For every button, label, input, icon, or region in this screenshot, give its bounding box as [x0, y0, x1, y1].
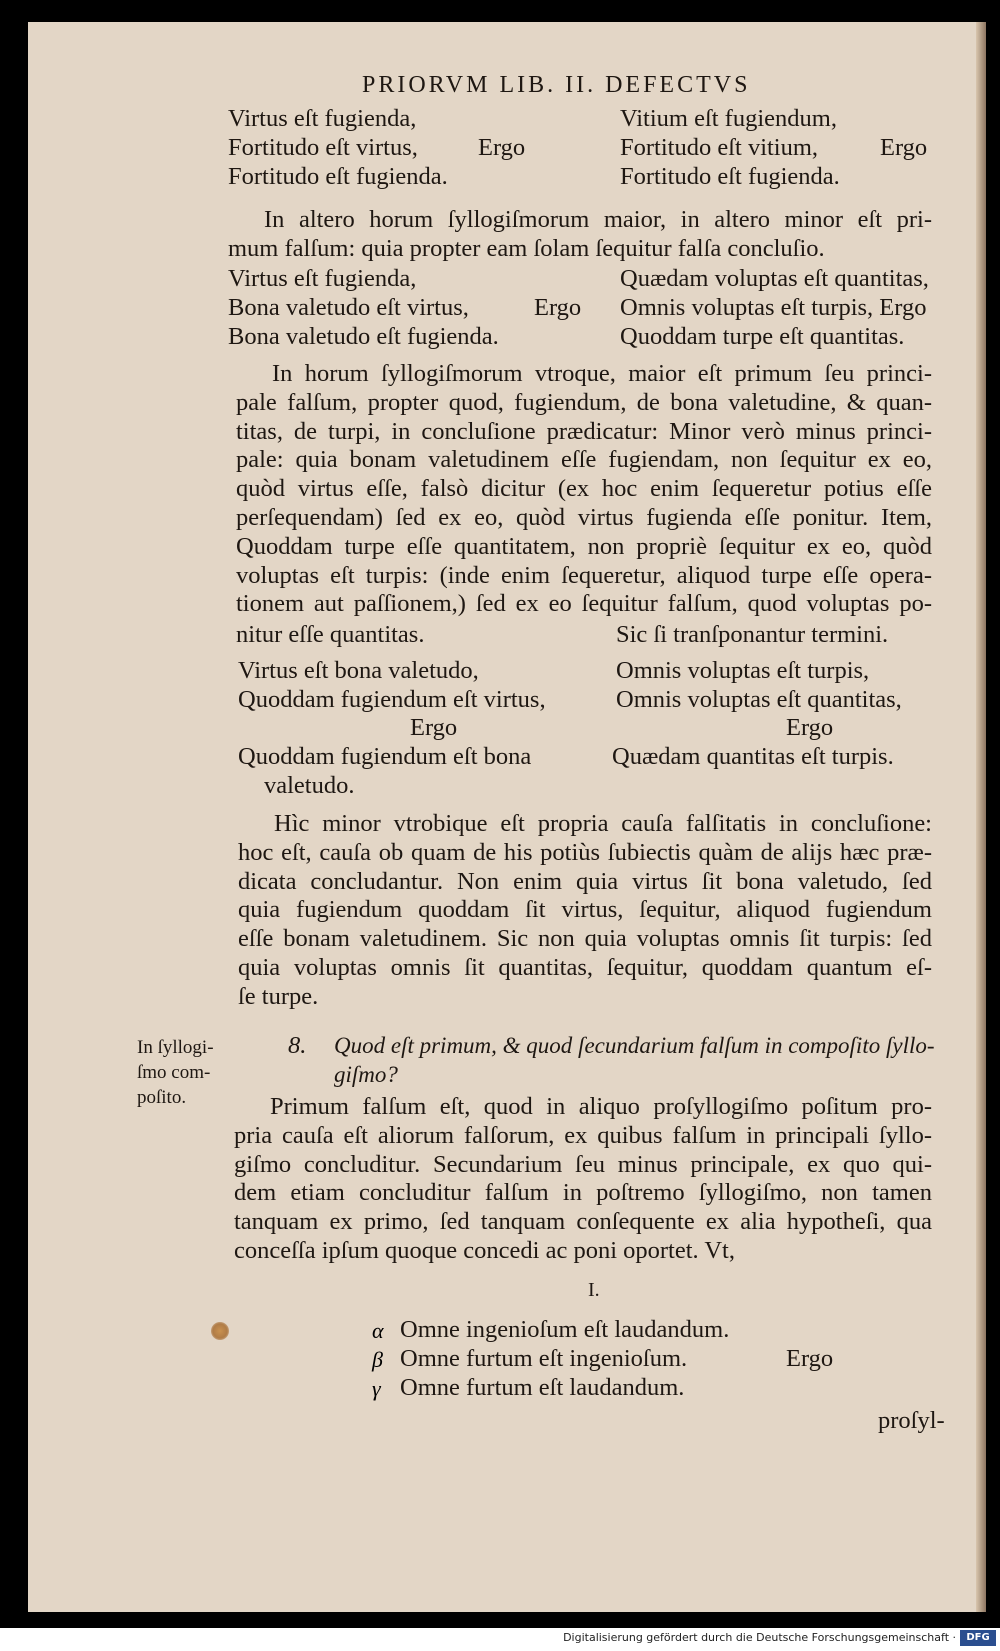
footer-credit: Digitalisierung gefördert durch die Deutsche Forschungsgemeinschaft · [563, 1631, 956, 1644]
syllogism-line: Omne ingenioſum eſt laudandum. [400, 1316, 730, 1343]
catchword: proſyl- [878, 1407, 945, 1434]
syllogism-line: Omne furtum eſt ingenioſum. [400, 1345, 688, 1372]
text-line: perſequendam) ſed ex eo, quòd virtus fugienda eſſe ponitur. Item, [236, 503, 932, 531]
paragraph-2-last-line: nitur eſſe quantitas. [236, 621, 425, 648]
margin-note-line: poſito. [137, 1087, 187, 1108]
syllogism-line: Fortitudo eſt fugienda. [620, 163, 840, 190]
syllogism-1-right-ergo: Ergo [880, 134, 928, 161]
premise-letter-beta: β [372, 1347, 383, 1372]
premise-letter-gamma: γ [372, 1376, 381, 1401]
text-line: Hìc minor vtrobique eſt propria cauſa falſitatis in concluſione: [274, 810, 932, 837]
text-line: mum falſum: quia propter eam ſolam ſequitur falſa concluſio. [228, 234, 825, 262]
syllogism-line: valetudo. [264, 772, 355, 799]
text-line: eſſe bonam valetudinem. Sic non quia voluptas omnis ſit turpis: ſed [238, 925, 932, 953]
premise-letter-alpha: α [372, 1318, 384, 1343]
syllogism-line: Omnis voluptas eſt quantitas, [616, 686, 902, 713]
paragraph-4 [234, 1093, 932, 1266]
syllogism-line: Quoddam fugiendum eſt virtus, [238, 686, 546, 713]
syllogism-3-left-ergo: Ergo [410, 714, 458, 741]
example-ergo: Ergo [786, 1345, 834, 1372]
question-title-line: giſmo? [334, 1062, 398, 1087]
syllogism-3-right [616, 656, 902, 714]
syllogism-3-right-conclusion: Quædam quantitas eſt turpis. [612, 743, 894, 770]
paper-stain [211, 1322, 229, 1340]
text-line: dicata concludantur. Non enim quia virtus ſit bona valetudo, ſed [238, 867, 932, 895]
syllogism-line: Virtus eſt fugienda, [228, 265, 417, 292]
transposition-note: Sic ſi tranſponantur termini. [616, 621, 889, 648]
text-line: pale: quia bonam valetudinem eſſe fugiendam, non ſequitur ex eo, [236, 446, 932, 474]
text-line: quia voluptas omnis ſit quantitas, ſequitur, quoddam quantum eſ- [238, 953, 932, 981]
syllogism-line: Quædam voluptas eſt quantitas, [620, 265, 929, 292]
syllogism-2-right [620, 264, 929, 351]
text-line: dem etiam concluditur falſum in poſtremo ſyllogiſmo, non tamen [234, 1179, 932, 1207]
running-head: PRIORVM LIB. II. DEFECTVS [362, 72, 751, 98]
syllogism-line: Omne furtum eſt laudandum. [400, 1374, 685, 1401]
text-line: In altero horum ſyllogiſmorum maior, in altero minor eſt pri- [264, 206, 932, 233]
question-title-line: Quod eſt primum, & quod ſecundarium falſum in compoſito ſyllo- [334, 1033, 935, 1058]
syllogism-line: Omnis voluptas eſt turpis, Ergo [620, 294, 927, 321]
margin-note-line: In ſyllogi- [137, 1037, 214, 1058]
text-line: conceſſa ipſum quoque concedi ac poni oportet. Vt, [234, 1236, 735, 1264]
syllogism-line: Fortitudo eſt virtus, [228, 134, 418, 161]
syllogism-2-left-ergo: Ergo [534, 294, 582, 321]
text-line: Quoddam turpe eſſe quantitatem, non propriè ſequitur ex eo, quòd [236, 532, 932, 560]
example-syllogism [400, 1315, 729, 1402]
syllogism-line: Vitium eſt fugiendum, [620, 105, 837, 132]
syllogism-line: Quoddam turpe eſt quantitas. [620, 323, 905, 350]
syllogism-line: Fortitudo eſt vitium, [620, 134, 819, 161]
dfg-logo: DFG [960, 1630, 996, 1646]
margin-note-line: ſmo com- [137, 1062, 211, 1083]
syllogism-line: Bona valetudo eſt fugienda. [228, 323, 499, 350]
text-line: quòd virtus eſſe, falsò dicitur (ex hoc enim ſequeretur potius eſſe [236, 475, 932, 503]
text-line: tanquam ex primo, ſed tanquam conſequente ex alia hypotheſi, qua [234, 1208, 932, 1236]
paragraph-1 [228, 206, 932, 264]
text-line: Primum falſum eſt, quod in aliquo proſyllogiſmo poſitum pro- [270, 1093, 932, 1120]
syllogism-line: Virtus eſt bona valetudo, [238, 657, 479, 684]
syllogism-1-left-ergo: Ergo [478, 134, 526, 161]
syllogism-3-left [238, 656, 546, 714]
text-line: voluptas eſt turpis: (inde enim ſequeretur, aliquod turpe eſſe opera- [236, 561, 932, 589]
syllogism-1-right [620, 104, 840, 191]
text-line: pria cauſa eſt aliorum falſorum, ex quibus falſum in principali ſyllo- [234, 1121, 932, 1149]
digitization-footer [0, 1628, 1000, 1651]
text-line: In horum ſyllogiſmorum vtroque, maior eſt primum ſeu princi- [272, 360, 932, 387]
syllogism-line: Virtus eſt fugienda, [228, 105, 417, 132]
syllogism-line: Quoddam fugiendum eſt bona [238, 743, 532, 770]
text-line: titas, de turpi, in concluſione prædicatur: Minor verò minus princi- [236, 417, 932, 445]
text-line: hoc eſt, cauſa ob quam de his potiùs ſubiectis quàm de alijs hæc præ- [238, 838, 932, 866]
text-line: pale falſum, propter quod, fugiendum, de bona valetudine, & quan- [236, 388, 932, 416]
syllogism-line: Bona valetudo eſt virtus, [228, 294, 469, 321]
text-line: giſmo concluditur. Secundarium ſeu minus principale, ex quo qui- [234, 1150, 932, 1178]
example-number: I. [588, 1279, 600, 1301]
question-title [334, 1031, 935, 1089]
syllogism-3-right-ergo: Ergo [786, 714, 834, 741]
text-line: quia fugiendum quoddam ſit virtus, ſequitur, aliquod fugiendum [238, 896, 932, 924]
syllogism-3-left-conclusion [238, 742, 531, 800]
margin-note [137, 1035, 214, 1110]
syllogism-line: Omnis voluptas eſt turpis, [616, 657, 870, 684]
syllogism-1-left [228, 104, 448, 191]
text-line: ſe turpe. [238, 982, 319, 1010]
question-number: 8. [288, 1032, 307, 1059]
syllogism-2-left [228, 264, 499, 351]
syllogism-line: Fortitudo eſt fugienda. [228, 163, 448, 190]
paragraph-3 [238, 810, 932, 1012]
paragraph-2 [236, 360, 932, 619]
text-line: tionem aut paſſionem,) ſed ex eo ſequitur falſum, quod voluptas po- [236, 590, 932, 618]
